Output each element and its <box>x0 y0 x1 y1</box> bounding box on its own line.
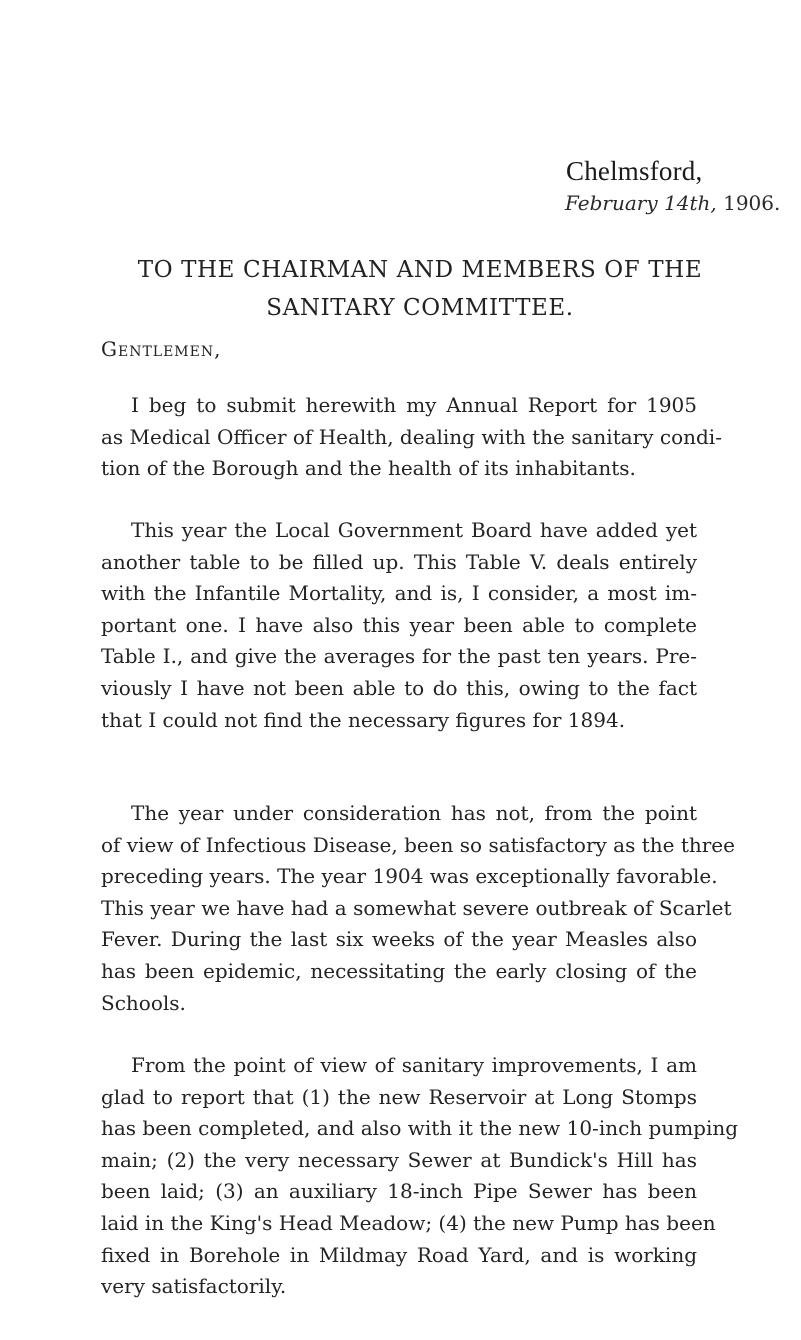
paragraph-line: This year the Local Government Board have added yet <box>131 518 697 542</box>
date-month: February <box>565 191 658 215</box>
salutation: Gentlemen, <box>101 337 222 361</box>
paragraph-line: From the point of view of sanitary improvements, I am <box>131 1053 697 1077</box>
place-name: Chelmsford, <box>566 156 703 186</box>
address-line-2: SANITARY COMMITTEE. <box>266 295 574 321</box>
paragraph-line: has been completed, and also with it the new 10-inch pumping <box>101 1116 739 1141</box>
paragraph-line: another table to be filled up. This Table V. deals entirely <box>101 549 697 574</box>
paragraph-line: preceding years. The year 1904 was exceptionally favorable. <box>101 864 718 889</box>
paragraph-line: that I could not find the necessary figures for 1894. <box>101 707 626 732</box>
paragraph-line: Table I., and give the averages for the past ten years. Pre- <box>101 644 697 669</box>
paragraph-line: with the Infantile Mortality, and is, I consider, a most im- <box>101 581 697 606</box>
paragraph-1 <box>101 390 722 485</box>
paragraph-2 <box>101 515 697 736</box>
paragraph-line: Schools. <box>101 990 186 1015</box>
paragraph-line: The year under consideration has not, from the point <box>131 801 697 825</box>
letter-date <box>565 191 780 215</box>
date-year: 1906. <box>723 191 781 215</box>
paragraph-line: glad to report that (1) the new Reservoir at Long Stomps <box>101 1084 697 1109</box>
paragraph-line: Fever. During the last six weeks of the year Measles also <box>101 927 697 952</box>
paragraph-line: fixed in Borehole in Mildmay Road Yard, and is working <box>101 1242 697 1267</box>
paragraph-line: portant one. I have also this year been able to complete <box>101 612 697 637</box>
address-line-1: TO THE CHAIRMAN AND MEMBERS OF THE <box>137 257 703 283</box>
paragraph-line: viously I have not been able to do this, owing to the fact <box>101 675 697 700</box>
paragraph-line: been laid; (3) an auxiliary 18-inch Pipe Sewer has been <box>101 1179 697 1204</box>
paragraph-line: laid in the King's Head Meadow; (4) the new Pump has been <box>101 1210 716 1235</box>
paragraph-line: This year we have had a somewhat severe outbreak of Scarlet <box>101 895 732 920</box>
paragraph-line: main; (2) the very necessary Sewer at Bundick's Hill has <box>101 1147 697 1172</box>
paragraph-4 <box>101 1050 739 1303</box>
date-day: 14th, <box>664 191 717 215</box>
paragraph-line: of view of Infectious Disease, been so satisfactory as the three <box>101 832 735 857</box>
paragraph-line: has been epidemic, necessitating the early closing of the <box>101 958 697 983</box>
paragraph-line: very satisfactorily. <box>101 1274 287 1299</box>
paragraph-line: tion of the Borough and the health of its inhabitants. <box>101 456 636 481</box>
paragraph-line: I beg to submit herewith my Annual Report for 1905 <box>131 393 697 417</box>
paragraph-line: as Medical Officer of Health, dealing with the sanitary condi- <box>101 424 722 449</box>
paragraph-3 <box>101 798 735 1019</box>
